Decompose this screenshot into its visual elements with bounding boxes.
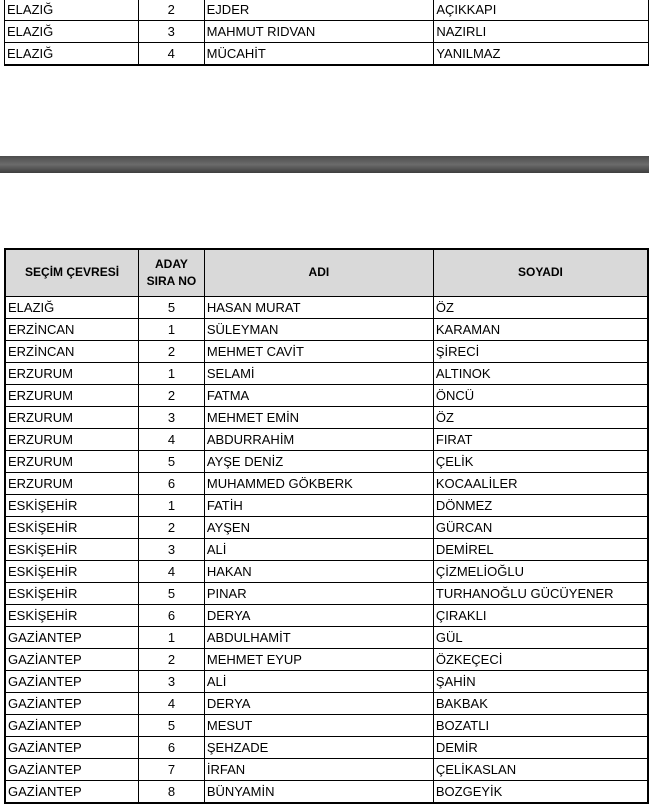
cell-aday-sira-no: 4: [139, 560, 205, 582]
cell-soyadi: ÖZ: [433, 406, 648, 428]
cell-secim-cevresi: ERZİNCAN: [5, 318, 139, 340]
cell-aday-sira-no: 5: [139, 714, 205, 736]
table-body: [5, 296, 648, 803]
cell-secim-cevresi: ELAZIĞ: [5, 296, 139, 318]
cell-aday-sira-no: 3: [139, 670, 205, 692]
cell-soyadi: ÖZKEÇECİ: [433, 648, 648, 670]
cell-aday-sira-no: 4: [138, 43, 204, 66]
cell-adi: MESUT: [204, 714, 433, 736]
cell-adi: PINAR: [204, 582, 433, 604]
cell-aday-sira-no: 4: [139, 692, 205, 714]
cell-aday-sira-no: 1: [139, 494, 205, 516]
cell-adi: AYŞEN: [204, 516, 433, 538]
cell-aday-sira-no: 7: [139, 758, 205, 780]
table-row: [5, 43, 649, 66]
cell-aday-sira-no: 1: [139, 626, 205, 648]
cell-adi: AYŞE DENİZ: [204, 450, 433, 472]
table-row: [5, 494, 648, 516]
cell-adi: BÜNYAMİN: [204, 780, 433, 803]
cell-soyadi: ÖNCÜ: [433, 384, 648, 406]
cell-soyadi: ŞİRECİ: [433, 340, 648, 362]
table-row: [5, 384, 648, 406]
table-row: [5, 450, 648, 472]
table-row: [5, 472, 648, 494]
cell-aday-sira-no: 2: [139, 648, 205, 670]
table-row: [5, 0, 649, 21]
cell-soyadi: ÇIRAKLI: [433, 604, 648, 626]
cell-secim-cevresi: ELAZIĞ: [5, 21, 139, 43]
top-candidate-table: [4, 0, 649, 66]
top-table-body: [5, 0, 649, 65]
cell-soyadi: BAKBAK: [433, 692, 648, 714]
cell-secim-cevresi: GAZİANTEP: [5, 780, 139, 803]
table-row: [5, 692, 648, 714]
cell-adi: MÜCAHİT: [204, 43, 434, 66]
cell-aday-sira-no: 5: [139, 582, 205, 604]
cell-adi: ALİ: [204, 538, 433, 560]
cell-secim-cevresi: GAZİANTEP: [5, 714, 139, 736]
cell-aday-sira-no: 8: [139, 780, 205, 803]
cell-adi: MEHMET CAVİT: [204, 340, 433, 362]
table-row: [5, 604, 648, 626]
table-row: [5, 582, 648, 604]
cell-secim-cevresi: ESKİŞEHİR: [5, 516, 139, 538]
cell-adi: HAKAN: [204, 560, 433, 582]
cell-secim-cevresi: ERZURUM: [5, 472, 139, 494]
table-row: [5, 538, 648, 560]
cell-adi: MEHMET EYUP: [204, 648, 433, 670]
cell-soyadi: ŞAHİN: [433, 670, 648, 692]
table-row: [5, 340, 648, 362]
header-soyadi: SOYADI: [433, 249, 648, 296]
cell-secim-cevresi: GAZİANTEP: [5, 648, 139, 670]
cell-soyadi: DEMİR: [433, 736, 648, 758]
cell-aday-sira-no: 5: [139, 450, 205, 472]
cell-soyadi: NAZIRLI: [434, 21, 649, 43]
cell-soyadi: ÖZ: [433, 296, 648, 318]
cell-secim-cevresi: ERZURUM: [5, 384, 139, 406]
cell-soyadi: FIRAT: [433, 428, 648, 450]
header-aday-line1: ADAY: [155, 256, 188, 271]
cell-soyadi: GÜRCAN: [433, 516, 648, 538]
cell-soyadi: GÜL: [433, 626, 648, 648]
cell-adi: MUHAMMED GÖKBERK: [204, 472, 433, 494]
table-row: [5, 516, 648, 538]
cell-adi: SELAMİ: [204, 362, 433, 384]
cell-secim-cevresi: ERZURUM: [5, 406, 139, 428]
cell-adi: ABDURRAHİM: [204, 428, 433, 450]
header-aday-line2: SIRA NO: [146, 273, 197, 288]
cell-soyadi: DÖNMEZ: [433, 494, 648, 516]
cell-adi: FATİH: [204, 494, 433, 516]
cell-secim-cevresi: ERZURUM: [5, 428, 139, 450]
cell-aday-sira-no: 2: [139, 384, 205, 406]
table-row: [5, 560, 648, 582]
table-row: [5, 362, 648, 384]
cell-adi: İRFAN: [204, 758, 433, 780]
cell-soyadi: AÇIKKAPI: [434, 0, 649, 21]
cell-adi: SÜLEYMAN: [204, 318, 433, 340]
table-row: [5, 780, 648, 803]
header-adi: ADI: [204, 249, 433, 296]
table-row: [5, 736, 648, 758]
table-row: [5, 296, 648, 318]
cell-secim-cevresi: GAZİANTEP: [5, 670, 139, 692]
cell-soyadi: ÇELİKASLAN: [433, 758, 648, 780]
cell-secim-cevresi: ERZİNCAN: [5, 340, 139, 362]
header-secim-cevresi: SEÇİM ÇEVRESİ: [5, 249, 139, 296]
cell-soyadi: TURHANOĞLU GÜCÜYENER: [433, 582, 648, 604]
candidate-table: [4, 248, 649, 804]
cell-soyadi: ÇELİK: [433, 450, 648, 472]
cell-adi: MEHMET EMİN: [204, 406, 433, 428]
cell-adi: HASAN MURAT: [204, 296, 433, 318]
cell-soyadi: ÇİZMELİOĞLU: [433, 560, 648, 582]
cell-secim-cevresi: ESKİŞEHİR: [5, 604, 139, 626]
cell-secim-cevresi: ELAZIĞ: [5, 43, 139, 66]
cell-soyadi: BOZATLI: [433, 714, 648, 736]
cell-secim-cevresi: ESKİŞEHİR: [5, 560, 139, 582]
table-row: [5, 626, 648, 648]
cell-secim-cevresi: GAZİANTEP: [5, 758, 139, 780]
page-divider: [0, 156, 649, 173]
cell-secim-cevresi: GAZİANTEP: [5, 626, 139, 648]
cell-aday-sira-no: 1: [139, 318, 205, 340]
table-row: [5, 648, 648, 670]
cell-adi: DERYA: [204, 692, 433, 714]
cell-adi: MAHMUT RIDVAN: [204, 21, 434, 43]
cell-secim-cevresi: ERZURUM: [5, 362, 139, 384]
cell-secim-cevresi: ELAZIĞ: [5, 0, 139, 21]
cell-aday-sira-no: 2: [139, 340, 205, 362]
cell-soyadi: YANILMAZ: [434, 43, 649, 66]
cell-aday-sira-no: 5: [139, 296, 205, 318]
cell-aday-sira-no: 6: [139, 736, 205, 758]
table-row: [5, 428, 648, 450]
cell-aday-sira-no: 2: [138, 0, 204, 21]
table-row: [5, 714, 648, 736]
cell-soyadi: ALTINOK: [433, 362, 648, 384]
cell-soyadi: BOZGEYİK: [433, 780, 648, 803]
table-header: [5, 249, 648, 296]
cell-aday-sira-no: 3: [138, 21, 204, 43]
cell-aday-sira-no: 4: [139, 428, 205, 450]
cell-secim-cevresi: ESKİŞEHİR: [5, 538, 139, 560]
cell-secim-cevresi: GAZİANTEP: [5, 692, 139, 714]
cell-secim-cevresi: ESKİŞEHİR: [5, 494, 139, 516]
cell-aday-sira-no: 6: [139, 604, 205, 626]
table-row: [5, 406, 648, 428]
cell-secim-cevresi: ERZURUM: [5, 450, 139, 472]
table-row: [5, 670, 648, 692]
cell-soyadi: KOCAALİLER: [433, 472, 648, 494]
cell-adi: EJDER: [204, 0, 434, 21]
table-row: [5, 758, 648, 780]
cell-soyadi: DEMİREL: [433, 538, 648, 560]
cell-secim-cevresi: GAZİANTEP: [5, 736, 139, 758]
cell-soyadi: KARAMAN: [433, 318, 648, 340]
cell-aday-sira-no: 1: [139, 362, 205, 384]
table-row: [5, 21, 649, 43]
header-aday-sira-no: [139, 249, 205, 296]
cell-aday-sira-no: 6: [139, 472, 205, 494]
cell-adi: ALİ: [204, 670, 433, 692]
cell-adi: DERYA: [204, 604, 433, 626]
cell-adi: ŞEHZADE: [204, 736, 433, 758]
cell-secim-cevresi: ESKİŞEHİR: [5, 582, 139, 604]
cell-aday-sira-no: 2: [139, 516, 205, 538]
cell-adi: FATMA: [204, 384, 433, 406]
cell-aday-sira-no: 3: [139, 406, 205, 428]
cell-aday-sira-no: 3: [139, 538, 205, 560]
table-row: [5, 318, 648, 340]
cell-adi: ABDULHAMİT: [204, 626, 433, 648]
